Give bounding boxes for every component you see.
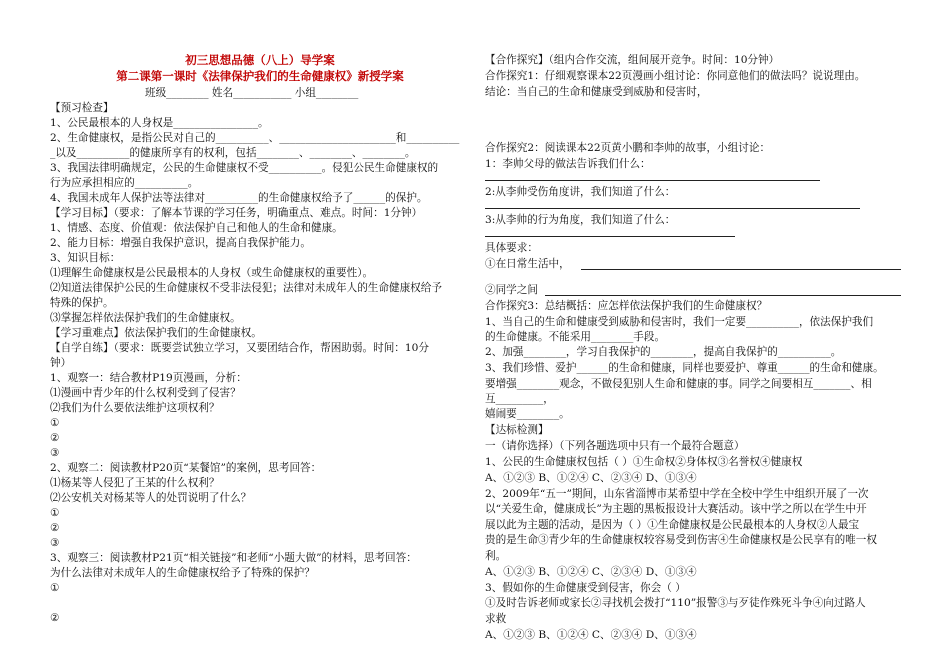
observe-2: 2、观察二：阅读教材P20页“某餐馆”的案例，思考回答： <box>50 462 322 474</box>
answer-marker: ① <box>50 582 60 594</box>
answer-marker: ② <box>50 432 60 444</box>
test-q3-options: A、①②③ B、①②④ C、②③④ D、①③④ <box>485 629 697 641</box>
observe-3-q: 为什么法律对未成年人的生命健康权给予了特殊的保护？ <box>50 567 315 579</box>
preview-q1: 1、公民最根本的人身权是________________。 <box>50 117 269 129</box>
answer-marker: ③ <box>50 447 60 459</box>
answer-line <box>485 180 820 181</box>
preview-q3-cont: 行为应承担相应的__________。 <box>50 177 199 189</box>
preview-q4: 4、我国未成年人保护法等法律对__________的生命健康权给予了______的保护。 <box>50 192 428 204</box>
observe-2-q2: ⑵公安机关对杨某等人的处罚说明了什么？ <box>50 492 252 504</box>
test-q2: 2、2009年“五一”期间，山东省淄博市某希望中学在全校中学生中组织开展了一次 <box>485 488 869 500</box>
requirement-2: ②同学之间 <box>485 284 538 296</box>
test-q2-cont4: 利。 <box>485 550 507 562</box>
requirement-1: ①在日常生活中， <box>485 258 570 270</box>
goal-3-3: ⑶掌握怎样依法保护我们的生命健康权。 <box>50 312 241 324</box>
cooperate-1: 合作探究1：仔细观察课本22页漫画小组讨论：你同意他们的做法吗？说说理由。 <box>485 70 866 82</box>
test-q2-cont2: 展以此为主题的活动，是因为（ ）①生命健康权是公民最根本的人身权②人最宝 <box>485 519 860 531</box>
answer-marker: ③ <box>50 537 60 549</box>
cooperate-3-item2: 2、加强________，学习自我保护的________，提高自我保护的__________。 <box>485 346 842 358</box>
cooperate-2-q2: 2:从李帅受伤角度讲，我们知道了什么： <box>485 186 676 198</box>
goal-3-1: ⑴理解生命健康权是公民最根本的人身权（或生命健康权的重要性）。 <box>50 267 374 279</box>
cooperate-3-item3-cont3: 嬉闹要________。 <box>485 408 570 420</box>
observe-2-q1: ⑴杨某等人侵犯了王某的什么权利？ <box>50 477 220 489</box>
answer-line <box>545 295 901 296</box>
goal-3-2-cont: 特殊的保护。 <box>50 297 114 309</box>
cooperate-3-item3: 3、我们珍惜、爱护______的生命和健康，同样也要爱护、尊重______的生命和健康。 <box>485 362 884 374</box>
observe-1: 1、观察一：结合教材P19页漫画，分析： <box>50 372 247 384</box>
cooperate-3-item3-cont2: 互_________， <box>485 393 554 405</box>
goal-3: 3、知识目标： <box>50 252 121 264</box>
observe-1-q1: ⑴漫画中青少年的什么权利受到了侵害？ <box>50 387 241 399</box>
answer-marker: ② <box>50 612 60 624</box>
lesson-title: 第二课第一课时《法律保护我们的生命健康权》新授学案 <box>116 69 404 83</box>
test-q3: 3、假如你的生命健康受到侵害，你会（ ） <box>485 582 686 594</box>
goal-1: 1、情感、态度、价值观：依法保护自己和他人的生命和健康。 <box>50 222 343 234</box>
test-q2-options: A、①②③ B、①②④ C、②③④ D、①③④ <box>485 566 697 578</box>
section-heading-keypoints: 【学习重难点】依法保护我们的生命健康权。 <box>50 327 262 339</box>
observe-3: 3、观察三：阅读教材P21页“相关链接”和老师“小题大做”的材料，思考回答： <box>50 552 417 564</box>
test-q2-cont3: 贵的是生命③青少年的生命健康权较容易受到伤害④生命健康权是公民享有的唯一权 <box>485 534 877 546</box>
test-q2-cont: 以“关爱生命，健康成长”为主题的黑板报设计大赛活动。该中学之所以在学生中开 <box>485 503 867 515</box>
section-heading-test: 【达标检测】 <box>485 424 549 436</box>
cooperate-3-item1-cont: 的生命健康。不能采用________手段。 <box>485 331 666 343</box>
cooperate-3: 合作探究3：总结概括：应怎样依法保护我们的生命健康权？ <box>485 300 768 312</box>
test-q3-cont2: 求救 <box>485 613 507 625</box>
section-heading-preview: 【预习检查】 <box>50 102 114 114</box>
cooperate-2-q3: 3:从李帅的行为角度，我们知道了什么： <box>485 214 676 226</box>
test-instructions: 一（请你选择）（下列各题选项中只有一个最符合题意） <box>485 440 745 452</box>
section-heading-selfstudy: 【自学自练】（要求：既要尝试独立学习，又要团结合作，帮困助弱。时间：10分 <box>50 342 429 354</box>
observe-1-q2: ⑵我们为什么要依法维护这项权利？ <box>50 402 220 414</box>
answer-line <box>581 269 901 270</box>
selfstudy-cont: 钟） <box>50 357 72 369</box>
goal-3-2: ⑵知道法律保护公民的生命健康权不受非法侵犯；法律对未成年人的生命健康权给予 <box>50 282 442 294</box>
cooperate-2: 合作探究2：阅读课本22页黄小鹏和李帅的故事，小组讨论： <box>485 142 771 154</box>
answer-marker: ① <box>50 417 60 429</box>
test-q1-options: A、①②③ B、①②④ C、②③④ D、①③④ <box>485 472 697 484</box>
cooperate-3-item1: 1、当自己的生命和健康受到威胁和侵害时，我们一定要__________，依法保护我们 <box>485 316 874 328</box>
preview-q2-cont: _以及__________的健康所享有的权利，包括________、________、________。 <box>50 147 416 159</box>
cooperate-1-conclusion: 结论：当自己的生命和健康受到威胁和侵害时， <box>485 86 708 98</box>
test-q3-cont: ①及时告诉老师或家长②寻找机会拨打“110”报警③与歹徒作殊死斗争④向过路人 <box>485 597 866 609</box>
section-heading-goals: 【学习目标】（要求：了解本节课的学习任务，明确重点、难点。时间：1分钟） <box>50 207 423 219</box>
preview-q2: 2、生命健康权，是指公民对自己的__________、______________________和__________ <box>50 132 460 144</box>
answer-line <box>485 236 735 237</box>
answer-marker: ② <box>50 522 60 534</box>
answer-marker: ① <box>50 507 60 519</box>
doc-title: 初三思想品德（八上）导学案 <box>185 53 335 67</box>
answer-line <box>485 208 860 209</box>
requirements-heading: 具体要求： <box>485 242 538 254</box>
student-info-line: 班级________ 姓名___________ 小组________ <box>145 87 359 99</box>
test-q1: 1、公民的生命健康权包括（ ）①生命权②身体权③名誉权④健康权 <box>485 456 803 468</box>
cooperate-2-q1: 1：李帅父母的做法告诉我们什么： <box>485 158 651 170</box>
section-heading-cooperate: 【合作探究】（组内合作交流，组间展开竞争。时间：10分钟） <box>485 54 780 66</box>
goal-2: 2、能力目标：增强自我保护意识，提高自我保护能力。 <box>50 237 311 249</box>
preview-q3: 3、我国法律明确规定，公民的生命健康权不受__________。侵犯公民生命健康权的 <box>50 162 439 174</box>
cooperate-3-item3-cont: 要增强________观念，不做侵犯别人生命和健康的事。同学之间要相互_______、相 <box>485 378 872 390</box>
